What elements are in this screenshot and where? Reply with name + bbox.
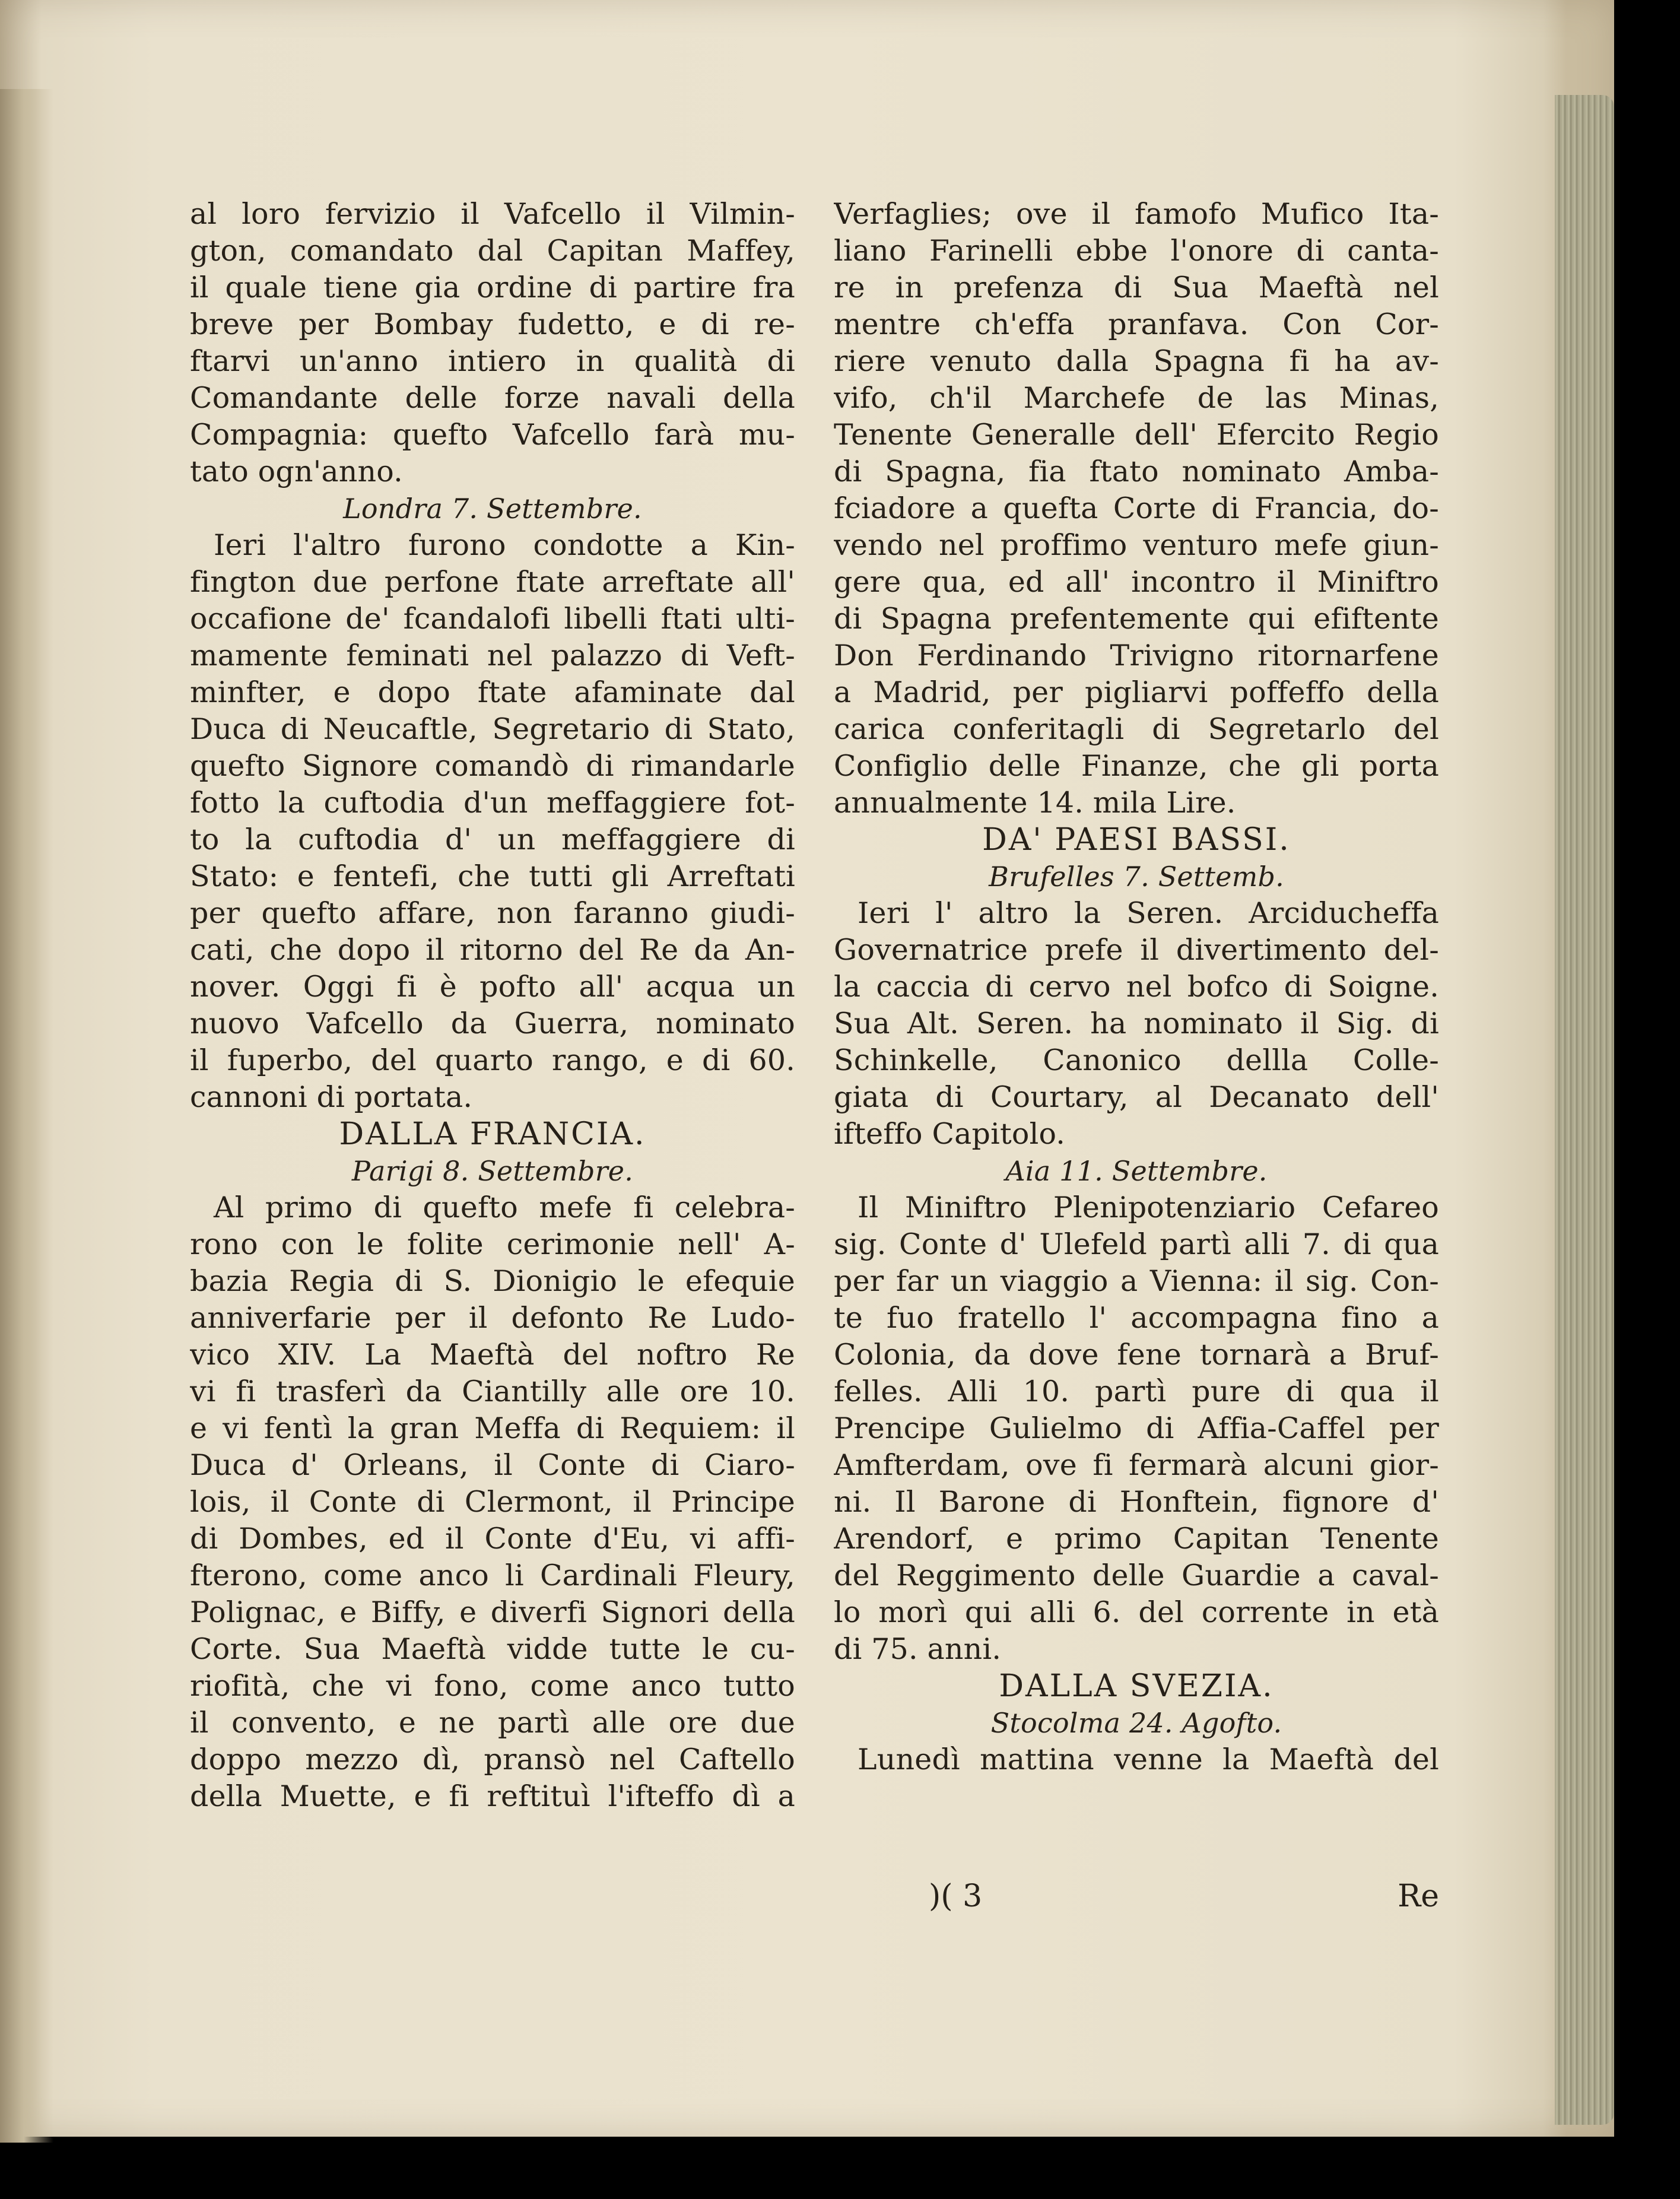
text-line: al loro fervizio il Vafcello il Vilmin- <box>190 197 795 231</box>
section-heading: DALLA FRANCIA. <box>339 1116 646 1152</box>
section-heading: DA' PAESI BASSI. <box>982 822 1291 858</box>
text-line: Duca d' Orleans, il Conte di Ciaro- <box>190 1448 795 1482</box>
text-line: ni. Il Barone di Honftein, fignore d' <box>834 1485 1439 1519</box>
text-line: bazia Regia di S. Dionigio le efequie <box>190 1264 795 1298</box>
left-column <box>190 196 795 1988</box>
text-line: Arendorf, e primo Capitan Tenente <box>834 1522 1439 1556</box>
text-line: rono con le folite cerimonie nell' A- <box>190 1227 795 1261</box>
text-line: la caccia di cervo nel bofco di Soigne. <box>834 970 1439 1004</box>
text-line: gere qua, ed all' incontro il Miniftro <box>834 565 1439 599</box>
text-line: Schinkelle, Canonico dellla Colle- <box>834 1043 1439 1077</box>
text-line: di 75. anni. <box>834 1632 1002 1666</box>
dateline: Londra 7. Settembre. <box>343 493 642 525</box>
text-line: di Spagna prefentemente qui efiftente <box>834 602 1439 636</box>
text-line: per quefto affare, non faranno giudi- <box>190 896 795 930</box>
text-line: Lunedì mattina venne la Maeftà del <box>858 1743 1439 1776</box>
text-line: Il Miniftro Plenipotenziario Cefareo <box>858 1191 1439 1224</box>
text-line: vico XIV. La Maeftà del noftro Re <box>190 1338 795 1372</box>
text-line: vifo, ch'il Marchefe de las Minas, <box>834 381 1439 415</box>
text-line: nuovo Vafcello da Guerra, nominato <box>190 1007 795 1040</box>
text-line: Ieri l'altro furono condotte a Kin- <box>214 528 795 562</box>
text-line: nover. Oggi fi è pofto all' acqua un <box>190 970 795 1004</box>
right-column <box>834 196 1439 1988</box>
dateline: Aia 11. Settembre. <box>1005 1155 1268 1187</box>
text-line: riofità, che vi fono, come anco tutto <box>190 1669 795 1703</box>
text-line: Sua Alt. Seren. ha nominato il Sig. di <box>834 1007 1439 1040</box>
text-line: vi fi trasferì da Ciantilly alle ore 10. <box>190 1375 795 1408</box>
text-line: tato ogn'anno. <box>190 455 403 488</box>
text-line: Duca di Neucaftle, Segretario di Stato, <box>190 712 795 746</box>
text-line: cannoni di portata. <box>190 1080 473 1114</box>
text-line: del Reggimento delle Guardie a caval- <box>834 1559 1439 1592</box>
text-line: di Dombes, ed il Conte d'Eu, vi affi- <box>190 1522 795 1556</box>
text-line: gton, comandato dal Capitan Maffey, <box>190 234 795 268</box>
text-line: Governatrice prefe il divertimento del- <box>834 933 1439 967</box>
text-line: per far un viaggio a Vienna: il sig. Con- <box>834 1264 1439 1298</box>
text-line: re in prefenza di Sua Maeftà nel <box>834 271 1439 304</box>
text-line: fterono, come anco li Cardinali Fleury, <box>190 1559 795 1592</box>
text-line: e vi fentì la gran Meffa di Requiem: il <box>190 1411 795 1445</box>
text-line: mentre ch'effa pranfava. Con Cor- <box>834 307 1439 341</box>
text-line: doppo mezzo dì, pransò nel Caftello <box>190 1743 795 1776</box>
text-line: il fuperbo, del quarto rango, e di 60. <box>190 1043 795 1077</box>
text-line: fciadore a quefta Corte di Francia, do- <box>834 491 1439 525</box>
text-line: annualmente 14. mila Lire. <box>834 786 1236 820</box>
text-line: anniverfarie per il defonto Re Ludo- <box>190 1301 795 1335</box>
text-line: breve per Bombay fudetto, e di re- <box>190 307 795 341</box>
text-line: minfter, e dopo ftate afaminate dal <box>190 675 795 709</box>
dateline: Stocolma 24. Agofto. <box>990 1707 1282 1739</box>
text-line: Configlio delle Finanze, che gli porta <box>834 749 1439 783</box>
text-line: fotto la cuftodia d'un meffaggiere fot- <box>190 786 795 820</box>
text-line: quefto Signore comandò di rimandarle <box>190 749 795 783</box>
text-line: Don Ferdinando Trivigno ritornarfene <box>834 639 1439 672</box>
text-line: Al primo di quefto mefe fi celebra- <box>214 1191 795 1224</box>
section-heading: DALLA SVEZIA. <box>999 1668 1274 1704</box>
text-line: vendo nel proffimo venturo mefe giun- <box>834 528 1439 562</box>
page-binding <box>0 89 53 2143</box>
page-edges <box>1555 95 1614 2125</box>
text-line: Ieri l' altro la Seren. Arciducheffa <box>858 896 1439 930</box>
text-line: liano Farinelli ebbe l'onore di canta- <box>834 234 1439 268</box>
text-line: Stato: e fentefi, che tutti gli Arreftati <box>190 859 795 893</box>
text-line: Corte. Sua Maeftà vidde tutte le cu- <box>190 1632 795 1666</box>
page-footer <box>834 1878 1439 1920</box>
text-line: Polignac, e Biffy, e diverfi Signori della <box>190 1595 795 1629</box>
text-line: Compagnia: quefto Vafcello farà mu- <box>190 418 795 452</box>
text-line: Tenente Generalle dell' Efercito Regio <box>834 418 1439 452</box>
text-line: te fuo fratello l' accompagna fino a <box>834 1301 1439 1335</box>
text-line: mamente feminati nel palazzo di Veft- <box>190 639 795 672</box>
text-line: ifteffo Capitolo. <box>834 1117 1066 1151</box>
signature-mark: )( 3 <box>929 1878 983 1914</box>
text-line: to la cuftodia d' un meffaggiere di <box>190 823 795 856</box>
dateline: Parigi 8. Settembre. <box>351 1155 634 1187</box>
text-line: Colonia, da dove fene tornarà a Bruf- <box>834 1338 1439 1372</box>
text-line: di Spagna, fia ftato nominato Amba- <box>834 455 1439 488</box>
text-line: lois, il Conte di Clermont, il Principe <box>190 1485 795 1519</box>
text-line: occafione de' fcandalofi libelli ftati ulti- <box>190 602 795 636</box>
text-line: Verfaglies; ove il famofo Mufico Ita- <box>834 197 1439 231</box>
text-line: della Muette, e fi reftituì l'ifteffo dì a <box>190 1779 795 1813</box>
dateline: Brufelles 7. Settemb. <box>989 861 1284 893</box>
text-line: Prencipe Gulielmo di Affia-Caffel per <box>834 1411 1439 1445</box>
text-line: Comandante delle forze navali della <box>190 381 795 415</box>
text-line: sig. Conte d' Ulefeld partì alli 7. di qua <box>834 1227 1439 1261</box>
text-line: il quale tiene gia ordine di partire fra <box>190 271 795 304</box>
text-line: giata di Courtary, al Decanato dell' <box>834 1080 1439 1114</box>
text-line: fington due perfone ftate arreftate all' <box>190 565 795 599</box>
text-line: il convento, e ne partì alle ore due <box>190 1706 795 1740</box>
text-line: carica conferitagli di Segretarlo del <box>834 712 1439 746</box>
catchword: Re <box>1398 1878 1439 1914</box>
text-line: Amfterdam, ove fi fermarà alcuni gior- <box>834 1448 1439 1482</box>
text-line: riere venuto dalla Spagna fi ha av- <box>834 344 1439 378</box>
text-line: cati, che dopo il ritorno del Re da An- <box>190 933 795 967</box>
text-line: a Madrid, per pigliarvi poffeffo della <box>834 675 1439 709</box>
text-line: felles. Alli 10. partì pure di qua il <box>834 1375 1439 1408</box>
text-line: lo morì qui alli 6. del corrente in età <box>834 1595 1439 1629</box>
text-line: ftarvi un'anno intiero in qualità di <box>190 344 795 378</box>
